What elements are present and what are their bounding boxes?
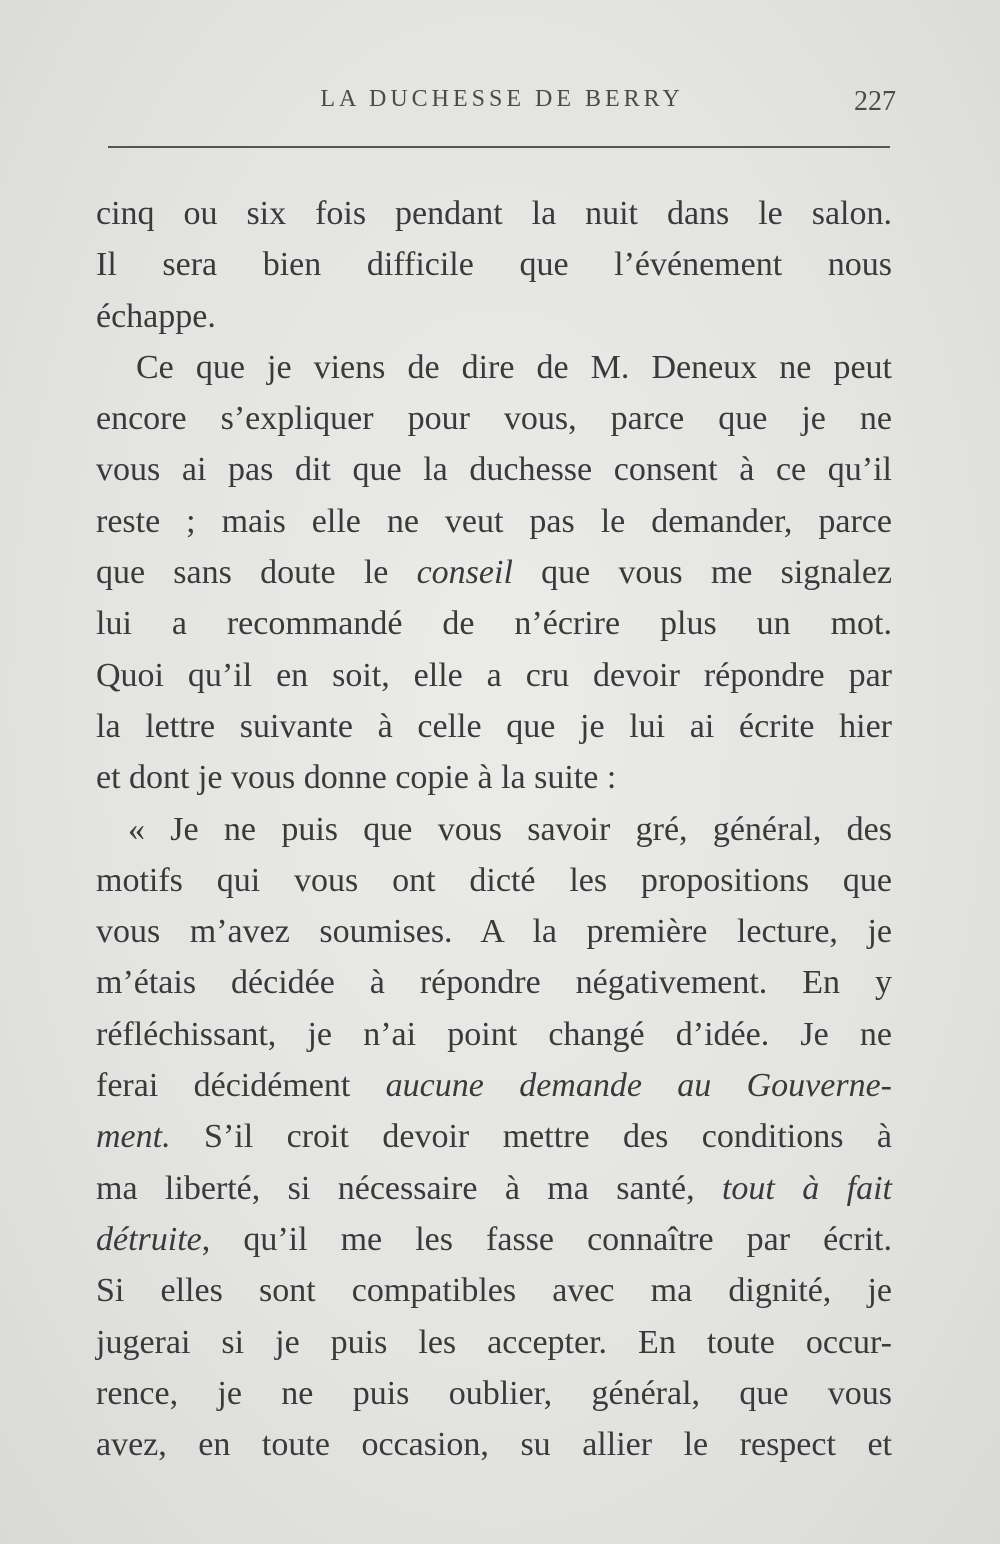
text-line-content xyxy=(96,291,892,342)
text-segment: cinq ou six fois pendant la nuit dans le salon. xyxy=(96,195,892,232)
running-head xyxy=(108,86,896,126)
text-line-content xyxy=(96,1265,892,1316)
text-line-content xyxy=(96,1163,892,1214)
text-line xyxy=(96,906,892,957)
text-segment: Si elles sont compatibles avec ma dignité, je xyxy=(96,1272,892,1310)
italic-text: tout à fait xyxy=(721,1169,893,1207)
text-line xyxy=(96,1317,892,1368)
text-line-content xyxy=(96,1060,892,1111)
text-segment: avez, en toute occasion, su allier le respect et xyxy=(96,1426,892,1464)
text-line xyxy=(96,547,892,598)
text-segment: échappe. xyxy=(96,297,216,335)
text-line-content xyxy=(96,650,892,701)
text-line xyxy=(96,239,892,290)
text-segment: vous m’avez soumises. A la première lecture, je xyxy=(96,913,892,951)
text-line xyxy=(96,1111,892,1162)
text-segment: lui a recommandé de n’écrire plus un mot. xyxy=(96,605,892,643)
text-segment: la lettre suivante à celle que je lui ai écrite hier xyxy=(96,707,892,745)
text-segment: ferai décidément xyxy=(96,1067,386,1105)
text-line-content xyxy=(96,1214,892,1265)
text-segment: Il sera bien difficile que l’événement nous xyxy=(96,246,892,284)
text-segment: que vous me signalez xyxy=(512,554,892,592)
text-line-content xyxy=(96,496,892,547)
running-title: LA DUCHESSE DE BERRY xyxy=(320,86,684,112)
text-line-content xyxy=(128,804,892,855)
text-line xyxy=(96,1214,892,1265)
text-line-content xyxy=(96,547,892,598)
text-segment: S’il croit devoir mettre des conditions à xyxy=(170,1118,892,1156)
text-line xyxy=(96,393,892,444)
text-line-content xyxy=(96,1009,892,1060)
text-line xyxy=(96,752,892,803)
text-segment: Ce que je viens de dire de M. Deneux ne peut xyxy=(136,348,892,386)
text-line xyxy=(96,855,892,906)
text-line xyxy=(96,1368,892,1419)
text-segment: jugerai si je puis les accepter. En toute occur- xyxy=(96,1323,892,1361)
text-line xyxy=(96,188,892,239)
body-text xyxy=(96,188,892,1470)
text-segment: réfléchissant, je n’ai point changé d’idée. Je ne xyxy=(96,1015,892,1053)
text-line-content xyxy=(96,1368,892,1419)
text-line xyxy=(96,496,892,547)
italic-text: conseil xyxy=(416,554,513,592)
text-line-content xyxy=(96,1111,892,1162)
text-segment: encore s’expliquer pour vous, parce que je ne xyxy=(96,400,892,438)
text-line xyxy=(96,291,892,342)
text-line-content xyxy=(96,239,892,290)
text-line-content xyxy=(96,752,892,803)
text-line-content xyxy=(96,444,892,495)
text-segment: m’étais décidée à répondre négativement. En y xyxy=(96,964,892,1002)
text-line xyxy=(96,1163,892,1214)
text-line-content xyxy=(96,957,892,1008)
text-line xyxy=(96,342,892,393)
text-segment: que sans doute le xyxy=(96,554,417,592)
text-segment: et dont je vous donne copie à la suite : xyxy=(96,759,617,797)
text-line xyxy=(96,701,892,752)
text-segment: Quoi qu’il en soit, elle a cru devoir répondre par xyxy=(96,656,892,694)
text-line-content xyxy=(96,188,892,239)
text-segment: ma liberté, si nécessaire à ma santé, xyxy=(96,1169,722,1207)
page-number: 227 xyxy=(854,86,896,117)
text-line-content xyxy=(136,342,892,393)
text-line xyxy=(96,1009,892,1060)
text-segment: , qu’il me les fasse connaître par écrit. xyxy=(201,1220,892,1258)
text-line xyxy=(96,1060,892,1111)
text-segment: rence, je ne puis oublier, général, que vous xyxy=(96,1374,892,1412)
text-line-content xyxy=(96,393,892,444)
text-line xyxy=(96,1419,892,1470)
italic-text: ment. xyxy=(96,1118,171,1156)
text-line xyxy=(96,804,892,855)
text-line xyxy=(96,957,892,1008)
text-line-content xyxy=(96,1419,892,1470)
text-segment: vous ai pas dit que la duchesse consent à ce qu’il xyxy=(96,451,892,489)
text-line xyxy=(96,1265,892,1316)
text-line-content xyxy=(96,855,892,906)
text-segment: reste ; mais elle ne veut pas le demander, parce xyxy=(96,502,892,540)
italic-text: aucune demande au Gouverne- xyxy=(385,1067,892,1105)
text-line-content xyxy=(96,598,892,649)
header-rule xyxy=(108,146,890,148)
italic-text: détruite xyxy=(96,1220,202,1258)
text-segment: motifs qui vous ont dicté les propositions que xyxy=(96,861,892,899)
text-line xyxy=(96,598,892,649)
text-line-content xyxy=(96,701,892,752)
text-line-content xyxy=(96,1317,892,1368)
text-line xyxy=(96,444,892,495)
text-segment: « Je ne puis que vous savoir gré, général, des xyxy=(128,810,892,848)
text-line-content xyxy=(96,906,892,957)
text-line xyxy=(96,650,892,701)
